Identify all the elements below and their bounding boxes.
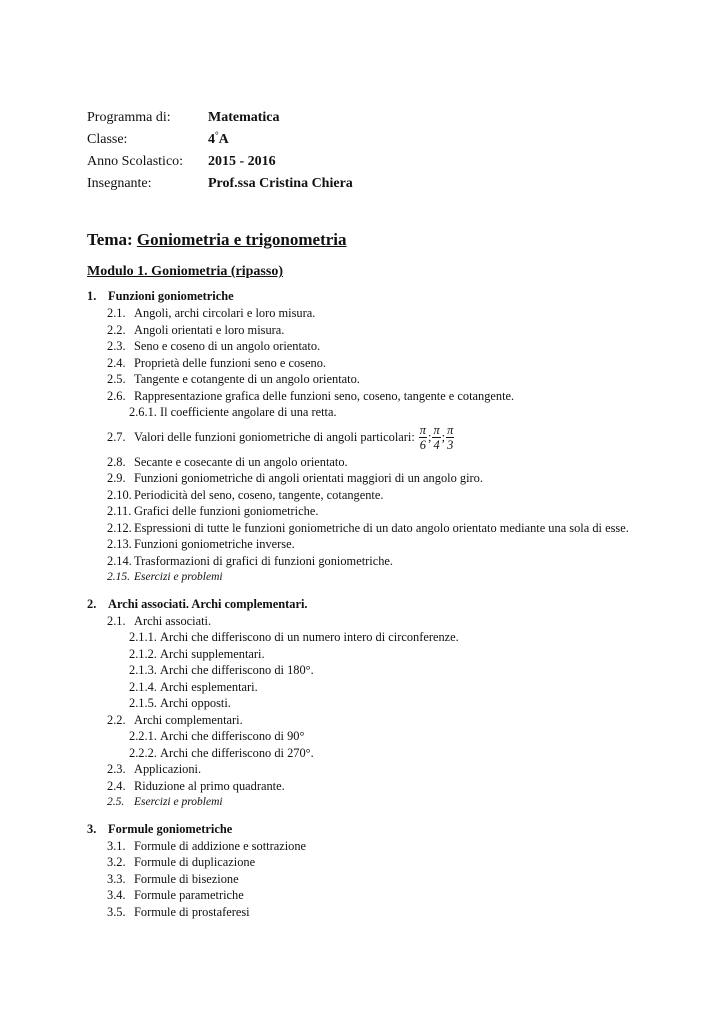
list-item [87,470,687,487]
item-text: Archi complementari. [134,712,243,727]
list-item [87,371,687,388]
list-item [87,322,687,339]
fraction-separator: ; [428,430,432,445]
item-number: 2.1.4. [129,679,157,694]
item-text: Funzioni goniometriche inverse. [134,537,295,551]
section-spacer [87,586,687,596]
section-number: 1. [87,289,97,303]
section-title [87,596,687,613]
list-item [87,536,687,553]
item-text: Esercizi e problemi [134,796,223,808]
item-text: Riduzione al primo quadrante. [134,778,285,793]
item-number: 2.1.2. [129,646,157,661]
item-number: 3.2. [107,855,126,869]
item-text: Formule parametriche [134,888,244,902]
item-number: 3.5. [107,904,126,919]
section-number: 2. [87,596,97,611]
info-label: Classe: [87,132,128,147]
fraction-numerator: π [447,423,454,438]
item-text: Valori delle funzioni goniometriche di angoli particolari: [134,429,415,444]
list-item [87,520,634,537]
info-value: Matematica [208,110,280,125]
item-number: 2.1.5. [129,696,157,710]
item-text: Archi opposti. [160,696,231,710]
list-item [87,553,687,570]
item-number: 2.12. [107,520,132,535]
list-item [87,871,687,888]
program-outline [87,288,687,920]
item-text: Archi che differiscono di un numero intero di circonferenze. [160,630,459,644]
item-text: Tangente e cotangente di un angolo orientato. [134,372,360,386]
info-label: Anno Scolastico: [87,154,184,169]
item-number: 2.2.2. [129,745,157,760]
item-text: Angoli orientati e loro misura. [134,322,285,337]
item-number: 2.6.1. [129,405,157,419]
item-text: Seno e coseno di un angolo orientato. [134,339,321,353]
item-text: Espressioni di tutte le funzioni goniometriche di un dato angolo orientato mediante una sola di esse. [134,520,629,535]
sub-list-item [87,629,687,646]
item-text: Formule di bisezione [134,871,239,886]
item-number: 2.10. [107,487,132,502]
item-number: 3.4. [107,888,126,902]
class-section: A [218,132,229,147]
sub-list-item [87,404,687,421]
item-text: Archi associati. [134,613,212,628]
tema-title: Goniometria e trigonometria [136,230,347,249]
list-item [87,854,687,871]
section-title-text: Formule goniometriche [108,821,233,836]
item-number: 2.1. [107,613,126,628]
section-spacer [87,811,687,821]
tema-prefix: Tema: [87,230,133,249]
fraction-separator: ; [441,430,446,445]
section-title-text: Funzioni goniometriche [108,289,234,303]
sub-list-item [87,728,687,745]
item-text: Archi supplementari. [160,646,265,661]
item-text: Il coefficiente angolare di una retta. [160,405,337,419]
list-item [87,503,687,520]
fraction-denominator: 6 [419,438,426,453]
section-number: 3. [87,821,97,836]
fraction-pi-3 [446,423,454,452]
fraction-pi-4 [432,423,440,452]
item-text: Angoli, archi circolari e loro misura. [134,306,316,320]
special-angles-fractions [419,421,455,455]
item-number: 2.2. [107,322,126,337]
section-title [87,288,687,305]
modulo-heading: Modulo 1. Goniometria (ripasso) [87,264,283,279]
info-label: Programma di: [87,110,171,125]
item-number: 2.7. [107,429,126,444]
item-text: Applicazioni. [134,762,202,776]
item-number: 2.15. [107,571,130,583]
fraction-numerator: π [419,423,426,438]
item-number: 2.9. [107,471,126,485]
info-row-insegnante [87,173,353,195]
item-number: 2.5. [107,372,126,386]
item-text: Grafici delle funzioni goniometriche. [134,504,319,518]
item-number: 2.4. [107,355,126,370]
info-row-anno [87,151,353,173]
info-value [208,132,229,147]
item-number: 2.1. [107,306,126,320]
info-value: Prof.ssa Cristina Chiera [208,176,353,191]
item-number: 3.3. [107,871,126,886]
sub-list-item [87,679,687,696]
class-number: 4 [208,132,215,147]
sub-list-item [87,662,687,679]
degree-superscript: ° [215,130,219,140]
item-text: Rappresentazione grafica delle funzioni seno, coseno, tangente e cotangente. [134,388,515,403]
list-item [87,305,687,322]
item-text: Formule di duplicazione [134,855,256,869]
fraction-numerator: π [433,423,440,438]
item-number: 2.3. [107,339,126,353]
list-item [87,838,687,855]
sub-list-item [87,745,687,762]
item-text: Formule di prostaferesi [134,904,250,919]
item-text: Secante e cosecante di un angolo orientato. [134,454,348,469]
header-info [87,107,353,195]
list-item [87,487,687,504]
item-text: Archi che differiscono di 270°. [160,745,314,760]
item-number: 2.14. [107,553,132,568]
item-number: 2.5. [107,796,125,808]
item-number: 2.6. [107,388,126,403]
item-number: 2.3. [107,762,126,776]
item-number: 2.1.3. [129,663,157,677]
section-title [87,821,687,838]
list-item [87,421,687,454]
list-item [87,794,687,811]
fraction-pi-6 [419,423,427,452]
info-value: 2015 - 2016 [208,154,276,169]
list-item [87,355,687,372]
sub-list-item [87,646,687,663]
item-text: Formule di addizione e sottrazione [134,838,307,853]
list-item [87,569,687,586]
list-item [87,887,687,904]
list-item [87,712,687,729]
item-text: Archi esplementari. [160,679,258,694]
fraction-denominator: 3 [447,438,454,453]
item-text: Esercizi e problemi [134,571,223,583]
list-item [87,761,687,778]
list-item [87,904,687,921]
info-label: Insegnante: [87,176,152,191]
item-text: Funzioni goniometriche di angoli orientati maggiori di un angolo giro. [134,471,483,485]
item-number: 2.1.1. [129,630,157,644]
list-item [87,778,687,795]
info-row-classe [87,129,353,151]
item-text: Archi che differiscono di 90° [160,729,305,743]
item-number: 2.2. [107,712,126,727]
tema-heading [87,229,347,251]
fraction-denominator: 4 [433,438,440,453]
sub-list-item [87,695,687,712]
list-item [87,388,687,405]
item-number: 2.8. [107,454,126,469]
item-number: 2.4. [107,778,126,793]
item-text: Periodicità del seno, coseno, tangente, cotangente. [134,487,384,502]
item-number: 3.1. [107,838,126,853]
list-item [87,454,687,471]
item-text: Trasformazioni di grafici di funzioni goniometriche. [134,553,393,568]
item-number: 2.13. [107,537,132,551]
section-title-text: Archi associati. Archi complementari. [108,596,308,611]
list-item [87,338,687,355]
item-number: 2.11. [107,504,132,518]
item-text: Proprietà delle funzioni seno e coseno. [134,355,326,370]
info-row-programma [87,107,353,129]
list-item [87,613,687,630]
item-number: 2.2.1. [129,729,157,743]
item-text: Archi che differiscono di 180°. [160,663,314,677]
